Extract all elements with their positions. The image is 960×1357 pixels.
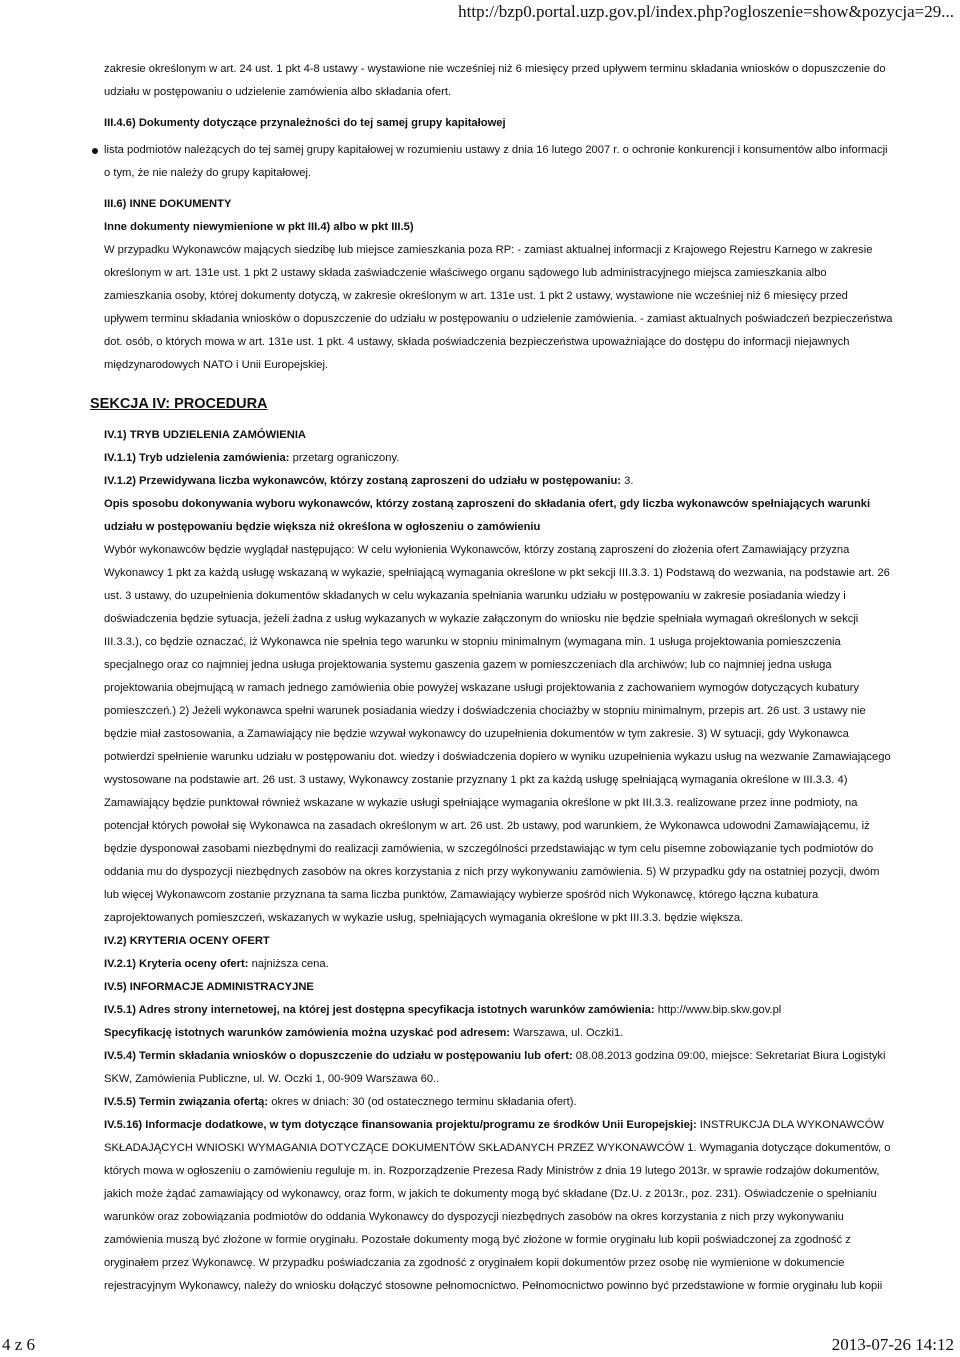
print-datetime: 2013-07-26 14:12: [831, 1335, 954, 1354]
selection-method-heading: Opis sposobu dokonywania wyboru wykonawców, którzy zostaną zaproszeni do składania ofert, gdy liczba wykonawców spełniających warunki udziału w postępowaniu będzie większa niż określona w ogłoszeniu o zamówieniu: [104, 498, 871, 533]
section-subtitle: Inne dokumenty niewymienione w pkt III.4) albo w pkt III.5): [104, 221, 414, 233]
section-title-III-4-6: III.4.6) Dokumenty dotyczące przynależności do tej samej grupy kapitałowej: [104, 117, 506, 129]
other-documents-text: W przypadku Wykonawców mających siedzibę lub miejsce zamieszkania poza RP: - zamiast aktualnej informacji z Krajowego Rejestru Karnego w zakresie określonym w art. 131e ust. 1 pkt 2 ustawy składa zaświadczenie właściwego organu sądowego lub administracyjnego miejsca zamieszkania albo zamieszkania osoby, której dokumenty dotyczą, w zakresie określonym w art. 131e ust. 1 pkt 2 ustawy, wystawione nie wcześniej niż 6 miesięcy przed upływem terminu składania wniosków o dopuszczenie do udziału w postępowaniu o udzielenie zamówienia. - zamiast aktualnych poświadczeń bezpieczeństwa dot. osób, o których mowa w art. 131e ust. 1 pkt. 4 ustawy, składa poświadczenia bezpieczeństwa upoważniające do dostępu do informacji niejawnych międzynarodowych NATO i Unii Europejskiej.: [104, 244, 893, 371]
iv55-line: IV.5.5) Termin związania ofertą: okres w dniach: 30 (od ostatecznego terminu składania ofert).: [104, 1096, 577, 1108]
selection-method-text: Wybór wykonawców będzie wyglądał następująco: W celu wyłonienia Wykonawców, którzy zostaną zaproszeni do złożenia ofert Zamawiający przyzna Wykonawcy 1 pkt za każdą usługę wskazaną w wykazie, spełniającą wymagania określone w pkt sekcji III.3.3. 1) Podstawą do wezwania, na podstawie art. 26 ust. 3 ustawy, do uzupełnienia dokumentów składanych w celu wykazania spełniania warunku udziału w postępowaniu w zakresie posiadania wiedzy i doświadczenia będzie sytuacja, jeżeli żadna z usług wykazanych w wykazie załączonym do wniosku nie będzie spełniała wymagań określonych w sekcji III.3.3.), co będzie oznaczać, iż Wykonawca nie spełnia tego warunku w stopniu minimalnym (wymagana min. 1 usługa projektowania pomieszczenia specjalnego oraz co najmniej jedna usługa projektowania systemu gaszenia gazem w pomieszczeniach dla archiwów; lub co najmniej jedna usługa projektowania obejmującą w ramach jednego zamówienia obie powyżej wskazane usługi projektowania z zachowaniem wymogów dotyczących kubatury pomieszczeń.) 2) Jeżeli wykonawca spełni warunek posiadania wiedzy i doświadczenia chociażby w stopniu minimalnym, przepis art. 26 ust. 3 ustawy nie będzie miał zastosowania, a Zamawiający nie będzie wzywał wykonawcy do uzupełnienia dokumentów w tym zakresie. 3) W sytuacji, gdy Wykonawca potwierdzi spełnienie warunku udziału w postępowaniu dot. wiedzy i doświadczenia dopiero w wyniku uzupełnienia wykazu usług na wezwanie Zamawiającego wystosowane na podstawie art. 26 ust. 3 ustawy, Wykonawcy zostanie przyznany 1 pkt za każdą usługę spełniającą wymagania określone w III.3.3. 4) Zamawiający będzie punktował również wskazane w wykazie usługi spełniające wymagania określone w pkt III.3.3. realizowane przez inne podmioty, na potencjał których powołał się Wykonawca na zasadach określonym w art. 26 ust. 2b ustawy, pod warunkiem, że Wykonawca udowodni Zamawiającemu, iż będzie dysponował zasobami niezbędnymi do realizacji zamówienia, w szczególności przedstawiając w tym celu pisemne zobowiązanie tych podmiotów do oddania mu do dyspozycji niezbędnych zasobów na okres korzystania z nich przy wykonywaniu zamówienia. 5) W przypadku gdy na ostatniej pozycji, dwóm lub więcej Wykonawcom zostanie przyznana ta sama liczba punktów, Zamawiający wybierze spośród nich Wykonawcę, którego łączna kubatura zaprojektowanych pomieszczeń, wskazanych w wykazie usług, spełniających wymagania określone w pkt III.3.3. będzie większa.: [104, 544, 891, 924]
iv2-heading: IV.2) KRYTERIA OCENY OFERT: [104, 935, 270, 947]
iv5-heading: IV.5) INFORMACJE ADMINISTRACYJNE: [104, 981, 314, 993]
iv516-line: IV.5.16) Informacje dodatkowe, w tym dotyczące finansowania projektu/programu ze środków Unii Europejskiej: INSTRUKCJA DLA WYKONAWCÓW SKŁADAJĄCYCH WNIOSKI WYMAGANIA DOTYCZĄCE DOKUMENTÓW SKŁADANYCH PRZEZ WYKONAWCÓW 1. Wymagania dotyczące dokumentów, o których mowa w ogłoszeniu o zamówieniu reguluje m. in. Rozporządzenie Prezesa Rady Ministrów z dnia 19 lutego 2013r. w sprawie rodzajów dokumentów, jakich może żądać zamawiający od wykonawcy, oraz form, w jakich te dokumenty mogą być składane (Dz.U. z 2013r., poz. 231). Oświadczenie o spełnianiu warunków oraz zobowiązania podmiotów do oddania Wykonawcy do dyspozycji niezbędnych zasobów na okres korzystania z nich przy wykonywaniu zamówienia muszą być złożone w formie oryginału. Pozostałe dokumenty mogą być złożone w formie oryginału lub kopii poświadczonej za zgodność z oryginałem przez Wykonawcę. W przypadku poświadczania za zgodność z oryginałem kopii dokumentów przez osobę nie wymienione w dokumencie rejestracyjnym Wykonawcy, należy do wniosku dołączyć stosowne pełnomocnictwo. Pełnomocnictwo powinno być przedstawione w formie oryginału lub kopii: [104, 1119, 891, 1292]
iv51-line: IV.5.1) Adres strony internetowej, na której jest dostępna specyfikacja istotnych warunków zamówienia: http://www.bip.skw.gov.pl: [104, 1004, 782, 1016]
intro-paragraph: zakresie określonym w art. 24 ust. 1 pkt 4-8 ustawy - wystawione nie wcześniej niż 6 miesięcy przed upływem terminu składania wniosków o dopuszczenie do udziału w postępowaniu o udzielenie zamówienia albo składania ofert.: [104, 63, 886, 98]
iv11-line: IV.1.1) Tryb udzielenia zamówienia: przetarg ograniczony.: [104, 452, 400, 464]
iv21-line: IV.2.1) Kryteria oceny ofert: najniższa cena.: [104, 958, 329, 970]
iv1-heading: IV.1) TRYB UDZIELENIA ZAMÓWIENIA: [104, 429, 307, 441]
document-body: [90, 58, 894, 1298]
siwz-line: Specyfikację istotnych warunków zamówienia można uzyskać pod adresem: Warszawa, ul. Oczki1.: [104, 1027, 624, 1039]
iv54-line: IV.5.4) Termin składania wniosków o dopuszczenie do udziału w postępowaniu lub ofert: 08.08.2013 godzina 09:00, miejsce: Sekretariat Biura Logistyki SKW, Zamówienia Publiczne, ul. W. Oczki 1, 00-909 Warszawa 60..: [104, 1050, 886, 1085]
bullet-icon: [92, 148, 98, 154]
list-item: lista podmiotów należących do tej samej grupy kapitałowej w rozumieniu ustawy z dnia 16 lutego 2007 r. o ochronie konkurencji i konsumentów albo informacji o tym, że nie należy do grupy kapitałowej.: [104, 139, 894, 185]
page-url: http://bzp0.portal.uzp.gov.pl/index.php?ogloszenie=show&pozycja=29...: [458, 2, 954, 21]
iv12-line: IV.1.2) Przewidywana liczba wykonawców, którzy zostaną zaproszeni do udziału w postępowaniu: 3.: [104, 475, 634, 487]
section-heading-procedure: SEKCJA IV: PROCEDURA: [90, 396, 268, 412]
page-number: 4 z 6: [2, 1335, 36, 1354]
section-title-III-6: III.6) INNE DOKUMENTY: [104, 198, 232, 210]
